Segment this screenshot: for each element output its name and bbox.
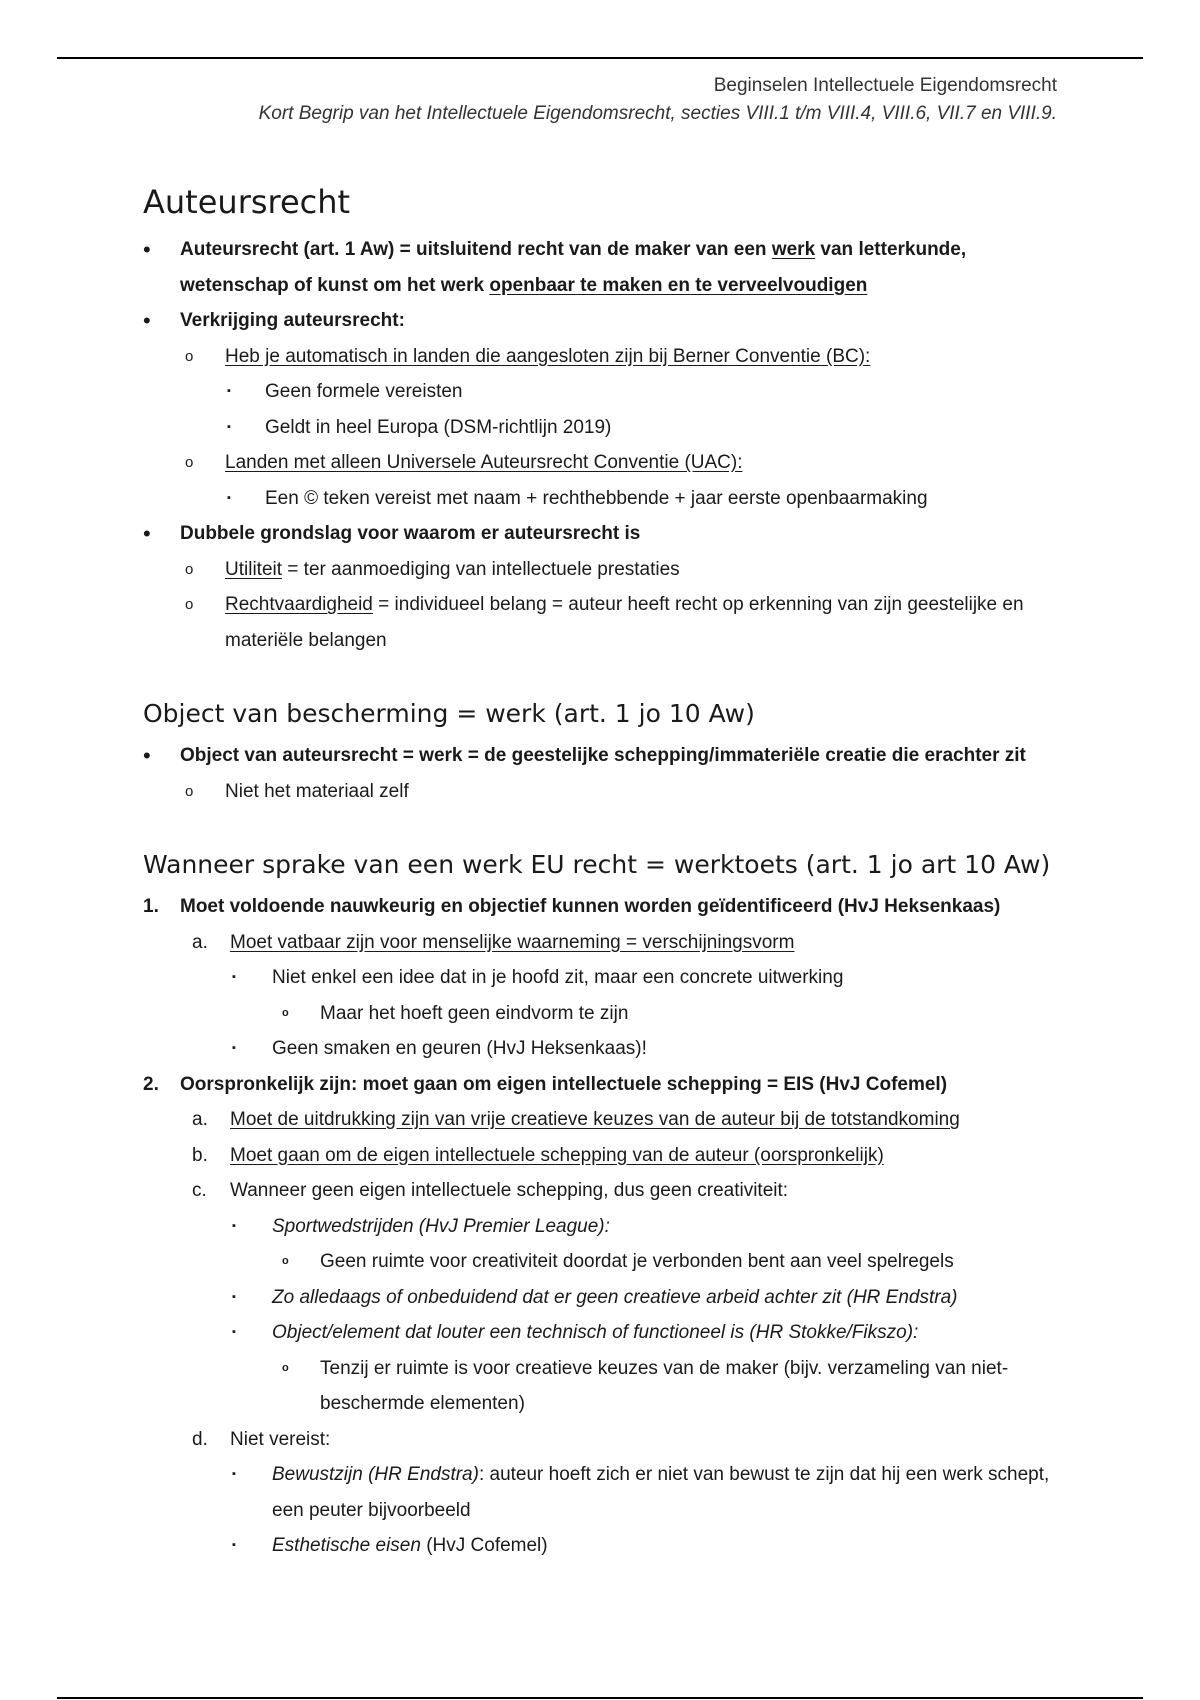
list-item [230,1209,1063,1280]
list-item [223,481,1063,517]
list-item-text: Maar het hoeft geen eindvorm te zijn [320,1002,629,1024]
list-item-text: Heb je automatisch in landen die aangesloten zijn bij Berner Conventie (BC): [225,345,871,367]
list-item [143,738,1063,809]
list-item [183,587,1063,658]
list-item-text: Niet het materiaal zelf [225,780,409,802]
auteursrecht-list [143,232,1063,658]
sub-list [143,339,1063,517]
square-marker: ▪ [232,1042,236,1054]
list-item-text: Object van auteursrecht = werk = de geestelijke schepping/immateriële creatie die erachter zit [180,745,1026,766]
square-marker: ▪ [232,1468,236,1480]
list-item-text: Oorspronkelijk zijn: moet gaan om eigen intellectuele schepping = EIS (HvJ Cofemel) [180,1073,948,1095]
sub-list [143,1102,1063,1564]
list-item-text: Object/element dat louter een technisch of functioneel is (HR Stokke/Fikszo): [272,1322,919,1343]
heading-object-bescherming: Object van bescherming = werk (art. 1 jo 10 Aw) [143,699,755,728]
definition-text: Auteursrecht (art. 1 Aw) = uitsluitend recht van de maker van een [180,239,772,260]
term-italic: Bewustzijn (HR Endstra) [272,1464,479,1485]
letter-marker: b. [192,1144,208,1166]
letter-marker: d. [192,1428,208,1450]
list-item-text: Geen formele vereisten [265,381,463,402]
list-item-text: Sportwedstrijden (HvJ Premier League): [272,1215,610,1237]
list-item [183,339,1063,446]
list-item [190,1173,1063,1422]
heading-auteursrecht: Auteursrecht [143,183,351,221]
circle-marker: o [185,596,194,613]
list-item-text: Niet enkel een idee dat in je hoofd zit, maar een concrete uitwerking [272,967,844,988]
list-item [230,960,1063,1031]
sub-list [143,552,1063,659]
list-item [280,1351,1063,1422]
sub-sub-list [190,1457,1063,1564]
list-item-text: Wanneer geen eigen intellectuele schepping, dus geen creativiteit: [230,1180,789,1201]
page-header [259,72,1057,128]
square-marker: ▪ [232,1326,236,1338]
list-item [183,445,1063,516]
letter-marker: c. [192,1180,207,1201]
list-item-text: Geen smaken en geuren (HvJ Heksenkaas)! [272,1038,647,1059]
list-item-text: Moet gaan om de eigen intellectuele schepping van de auteur (oorspronkelijk) [230,1144,884,1166]
sub-sub-list [183,481,1063,517]
sub-list [143,774,1063,810]
bullet-marker: • [143,521,151,546]
list-item [230,1528,1063,1564]
list-item [190,1102,1063,1138]
heading-werktoets: Wanneer sprake van een werk EU recht = werktoets (art. 1 jo art 10 Aw) [143,850,1051,879]
list-item [143,303,1063,516]
number-marker: 2. [143,1073,159,1095]
header-title: Beginselen Intellectuele Eigendomsrecht [713,75,1057,96]
list-item-text: Moet vatbaar zijn voor menselijke waarneming = verschijningsvorm [230,931,795,953]
list-item [230,1031,1063,1067]
list-item-text: Zo alledaags of onbeduidend dat er geen creatieve arbeid achter zit (HR Endstra) [272,1286,958,1308]
list-item [230,1280,1063,1316]
bottom-rule [57,1697,1143,1699]
bullet-marker: • [143,237,151,262]
circle-marker: o [282,1361,289,1374]
list-item [230,1457,1063,1528]
bullet-marker: • [143,743,151,768]
sub-list [143,925,1063,1067]
term-underlined: Rechtvaardigheid [225,594,373,615]
sub-sub-list [190,960,1063,1067]
top-rule [57,57,1143,59]
list-item-text: Moet voldoende nauwkeurig en objectief kunnen worden geïdentificeerd (HvJ Heksenkaas) [180,896,1001,917]
square-marker: ▪ [227,385,231,397]
definition-underlined: openbaar te maken en te verveelvoudigen [489,274,868,296]
circle-marker: o [282,1255,289,1267]
sub-sub-list [183,374,1063,445]
list-item-text: : auteur hoeft zich er niet van bewust te zijn dat hij een werk schept, een peuter bijvoorbeeld [272,1464,1050,1521]
list-item [143,1067,1063,1564]
list-item [280,1244,1063,1280]
list-item [190,1138,1063,1174]
list-item [183,552,1063,588]
circle-marker: o [185,782,194,800]
list-item [143,889,1063,1067]
sub-sub-list [190,1209,1063,1422]
square-marker: ▪ [227,420,231,433]
werktoets-list [143,889,1063,1564]
list-item-text: = individueel belang = auteur heeft recht op erkenning van zijn geestelijke en materiële belangen [225,594,1024,651]
circle-marker: o [185,454,194,471]
list-item [190,925,1063,1067]
list-item [280,996,1063,1032]
list-item-text: Landen met alleen Universele Auteursrecht Conventie (UAC): [225,452,743,473]
circle-marker: o [282,1006,289,1019]
term-italic: Esthetische eisen [272,1535,421,1556]
document-body [143,180,1063,1564]
list-item-text: Dubbele grondslag voor waarom er auteursrecht is [180,523,641,544]
list-item [183,774,1063,810]
definition-underlined: werk [771,239,816,260]
sub-sub-sub-list [230,1244,1063,1280]
square-marker: ▪ [227,491,231,504]
definition-text: van letterkunde, wetenschap of kunst om het werk [180,239,967,296]
list-item-text: Verkrijging auteursrecht: [180,310,405,331]
list-item [143,516,1063,658]
list-item-text: (HvJ Cofemel) [420,1535,548,1556]
header-subtitle: Kort Begrip van het Intellectuele Eigendomsrecht, secties VIII.1 t/m VIII.4, VIII.6, VII.7 en VIII.9. [258,103,1057,124]
square-marker: ▪ [232,1539,236,1551]
list-item [190,1422,1063,1564]
square-marker: ▪ [232,1290,236,1303]
list-item [230,1315,1063,1422]
list-item-text: Niet vereist: [230,1428,331,1450]
list-item [143,232,1063,303]
letter-marker: a. [192,1109,208,1130]
list-item-text: Moet de uitdrukking zijn van vrije creatieve keuzes van de auteur bij de totstandkoming [230,1109,960,1130]
sub-sub-sub-list [230,1351,1063,1422]
number-marker: 1. [143,896,159,917]
list-item-text: Geldt in heel Europa (DSM-richtlijn 2019) [265,416,612,438]
list-item [223,374,1063,410]
bullet-marker: • [143,308,151,333]
circle-marker: o [185,560,194,578]
list-item-text: = ter aanmoediging van intellectuele prestaties [282,558,680,580]
list-item [223,410,1063,446]
list-item-text: Tenzij er ruimte is voor creatieve keuzes van de maker (bijv. verzameling van niet-beschermde elementen) [320,1357,1009,1414]
circle-marker: o [185,347,194,365]
square-marker: ▪ [232,971,236,983]
list-item-text: Geen ruimte voor creativiteit doordat je verbonden bent aan veel spelregels [320,1251,954,1272]
list-item-text: Een © teken vereist met naam + rechthebbende + jaar eerste openbaarmaking [265,487,928,509]
square-marker: ▪ [232,1219,236,1232]
letter-marker: a. [192,931,208,953]
sub-sub-sub-list [230,996,1063,1032]
term-underlined: Utiliteit [225,558,283,580]
object-list [143,738,1063,809]
